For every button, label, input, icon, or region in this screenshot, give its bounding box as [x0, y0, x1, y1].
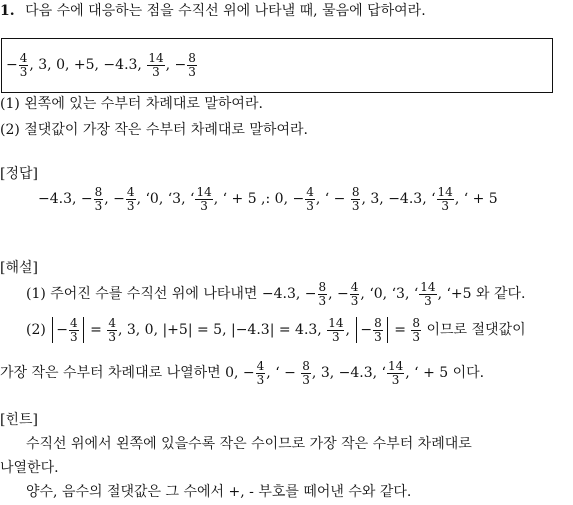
fraction [351, 186, 361, 212]
frac-num: 14 [437, 185, 453, 199]
question-1: (1) 왼쪽에 있는 수부터 차례대로 말하여라. [0, 96, 263, 112]
frac-den: 3 [108, 329, 116, 344]
frac-den: 3 [306, 198, 314, 213]
fraction [19, 52, 29, 78]
frac-num: 4 [108, 316, 116, 330]
absolute-value [52, 317, 83, 343]
absolute-value [356, 317, 387, 343]
problem-number: 1. [0, 3, 15, 19]
fraction [419, 281, 436, 307]
frac-den: 3 [19, 64, 28, 79]
frac-num: 8 [318, 280, 327, 294]
frac-num: 8 [351, 185, 360, 199]
text-run: , ‘ − [315, 191, 350, 208]
given-middle: , 3, 0, +5, −4.3, [29, 57, 147, 74]
fraction [107, 317, 117, 343]
fraction [387, 360, 404, 386]
frac-den: 3 [256, 372, 265, 387]
frac-den: 3 [188, 64, 196, 79]
frac-num: 4 [70, 316, 78, 330]
explanation-header: [해설] [0, 260, 38, 276]
fraction [195, 186, 212, 212]
text-run: , 3, 0, |+5| = 5, |−4.3| = 4.3, [117, 322, 327, 339]
text-run: −4.3, − [38, 191, 93, 208]
frac-den: 3 [391, 372, 400, 387]
answer-line [38, 186, 498, 212]
frac-den: 3 [318, 293, 327, 308]
frac-den: 3 [374, 329, 382, 344]
text-run: , [345, 322, 355, 339]
frac-den: 3 [441, 198, 449, 213]
text-run: (2) [26, 322, 46, 339]
frac-num: 14 [387, 359, 404, 373]
given-numbers-box [1, 38, 553, 93]
fraction [94, 186, 104, 212]
frac-den: 3 [424, 293, 432, 308]
explanation-line-1 [26, 281, 526, 307]
text-run: , − [104, 191, 125, 208]
text-run: = [389, 322, 411, 339]
fraction [373, 317, 383, 343]
text-run: , ‘ + 5 [454, 191, 498, 208]
explanation-line-3 [0, 360, 484, 386]
fraction [305, 186, 315, 212]
fraction [411, 317, 421, 343]
hint-line-1: 수직선 위에서 왼쪽에 있을수록 작은 수이므로 가장 작은 수부터 차례대로 [26, 436, 472, 452]
frac-num: 8 [94, 185, 103, 199]
fraction [350, 281, 360, 307]
fraction [327, 317, 344, 343]
answer-header: [정답] [0, 166, 38, 182]
text-run: , ‘+5 와 같다. [437, 286, 526, 303]
frac-num: 4 [126, 185, 135, 199]
frac-den: 3 [332, 329, 340, 344]
frac-num: 14 [148, 51, 164, 65]
given-sep: , − [165, 57, 187, 74]
text-run: , ‘0, ‘3, ‘ [136, 191, 195, 208]
frac-den: 3 [351, 198, 360, 213]
frac-num: 8 [374, 316, 382, 330]
fraction [437, 186, 454, 212]
frac-den: 3 [70, 329, 78, 344]
fraction [147, 52, 164, 78]
text-run: = [85, 322, 107, 339]
frac-num: 4 [306, 185, 314, 199]
fraction [256, 360, 266, 386]
text-run: − [360, 322, 373, 339]
fraction [126, 186, 136, 212]
text-run: (1) 주어진 수를 수직선 위에 나타내면 −4.3, − [26, 286, 317, 303]
fraction [187, 52, 197, 78]
fraction [69, 317, 79, 343]
text-run: , ‘ + 5 ,: 0, − [213, 191, 305, 208]
frac-den: 3 [302, 372, 310, 387]
hint-header: [힌트] [0, 412, 38, 428]
frac-num: 8 [302, 359, 310, 373]
frac-den: 3 [152, 64, 160, 79]
frac-num: 4 [19, 51, 28, 65]
frac-den: 3 [94, 198, 103, 213]
frac-num: 14 [196, 185, 212, 199]
text-run: , 3, −4.3, ‘ [311, 365, 386, 382]
frac-num: 14 [328, 316, 344, 330]
explanation-line-2 [26, 317, 526, 343]
text-run: , 3, −4.3, ‘ [361, 191, 436, 208]
frac-num: 14 [420, 280, 436, 294]
text-run: , − [328, 286, 349, 303]
frac-den: 3 [200, 198, 208, 213]
hint-line-2: 나열한다. [0, 460, 59, 476]
given-numbers [6, 52, 198, 78]
text-run: , ‘ − [266, 365, 301, 382]
frac-den: 3 [350, 293, 359, 308]
text-run: , ‘0, ‘3, ‘ [360, 286, 419, 303]
text-run: 이므로 절댓값이 [422, 322, 526, 339]
hint-line-3: 양수, 음수의 절댓값은 그 수에서 +, - 부호를 떼어낸 수와 같다. [26, 484, 412, 500]
fraction [318, 281, 328, 307]
frac-num: 4 [256, 359, 265, 373]
problem-text: 다음 수에 대응하는 점을 수직선 위에 나타낼 때, 물음에 답하여라. [25, 3, 426, 19]
frac-den: 3 [412, 329, 421, 344]
question-2: (2) 절댓값이 가장 작은 수부터 차례대로 말하여라. [0, 122, 308, 138]
frac-den: 3 [126, 198, 135, 213]
text-run: , ‘ + 5 이다. [405, 365, 485, 382]
fraction [301, 360, 311, 386]
frac-num: 4 [350, 280, 359, 294]
text-run: 가장 작은 수부터 차례대로 나열하면 0, − [0, 365, 255, 382]
frac-num: 8 [188, 51, 196, 65]
given-prefix: − [6, 57, 18, 74]
text-run: − [56, 322, 69, 339]
frac-num: 8 [412, 316, 421, 330]
problem-line [0, 4, 426, 18]
